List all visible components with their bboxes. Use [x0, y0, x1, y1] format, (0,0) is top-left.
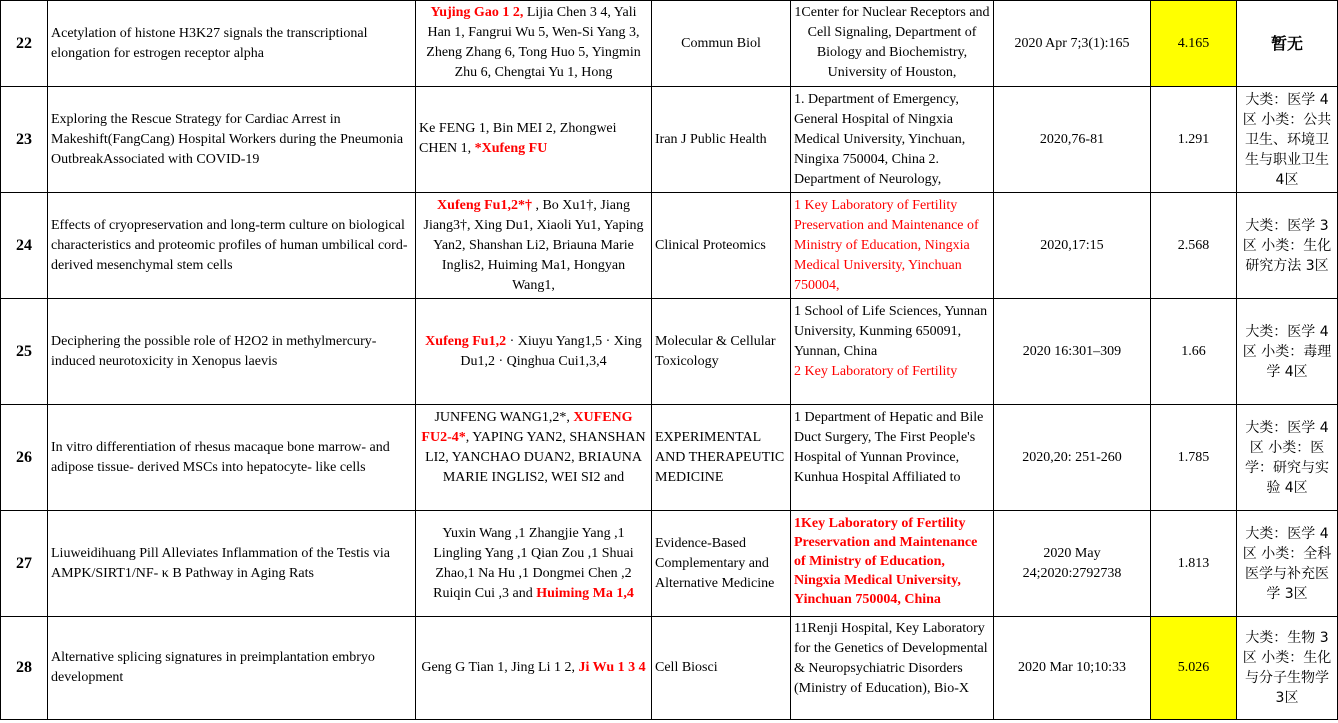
affiliation-text: 1 Key Laboratory of Fertility Preservation and Maintenance of Ministry of Education, Ningxia Medical University, Yinchuan 750004,: [794, 197, 979, 293]
affiliation-cell: [791, 617, 994, 720]
journal-class: 大类：医学 3区 小类：生化研究方法 3区: [1237, 193, 1338, 299]
paper-title: Exploring the Rescue Strategy for Cardiac Arrest in Makeshift(FangCang) Hospital Workers during the Pneumonia OutbreakAssociated with COVID-19: [48, 87, 416, 193]
pub-date: 2020 Mar 10;10:33: [994, 617, 1151, 720]
table-row[interactable]: [1, 299, 1338, 405]
authors-cell: [416, 405, 652, 511]
impact-factor: 1.66: [1151, 299, 1237, 405]
affiliation-text: 1. Department of Emergency, General Hospital of Ningxia Medical University, Yinchuan, Ningixa 750004, China 2. Department of Neurology,: [794, 91, 966, 187]
affiliation-text: 1Key Laboratory of Fertility Preservation and Maintenance of Ministry of Education, Ningxia Medical University, Yinchuan 750004, China: [794, 515, 978, 607]
affiliation-text: 1Center for Nuclear Receptors and Cell Signaling, Department of Biology and Biochemistry, University of Houston,: [794, 4, 990, 80]
affiliation-cell: [791, 405, 994, 511]
other-authors-rest: , YAPING YAN2, SHANSHAN LI2, YANCHAO DUAN2, BRIAUNA MARIE INGLIS2, WEI SI2 and: [425, 429, 646, 485]
highlighted-author: Xufeng Fu1,2*†: [437, 197, 532, 213]
authors-cell: [416, 1, 652, 87]
affiliation-cell: [791, 511, 994, 617]
affiliation-highlight: 2 Key Laboratory of Fertility: [794, 363, 958, 379]
journal-class: 大类：医学 4区 小类：全科医学与补充医学 3区: [1237, 511, 1338, 617]
authors-cell: [416, 511, 652, 617]
journal-class: 大类：医学 4区 小类：医学：研究与实验 4区: [1237, 405, 1338, 511]
table-row[interactable]: [1, 511, 1338, 617]
pub-date: 2020,20: 251-260: [994, 405, 1151, 511]
row-number: 25: [1, 299, 48, 405]
journal-name: Clinical Proteomics: [652, 193, 791, 299]
impact-factor: 1.291: [1151, 87, 1237, 193]
journal-name: Molecular & Cellular Toxicology: [652, 299, 791, 405]
affiliation-text: 1 School of Life Sciences, Yunnan University, Kunming 650091, Yunnan, China: [794, 303, 988, 359]
table-row[interactable]: [1, 1, 1338, 87]
affiliation-cell: [791, 87, 994, 193]
other-authors: Geng G Tian 1, Jing Li 1 2,: [421, 660, 579, 675]
paper-title: Alternative splicing signatures in preimplantation embryo development: [48, 617, 416, 720]
highlighted-author: Yujing Gao 1 2,: [430, 4, 524, 20]
highlighted-author: *Xufeng FU: [474, 140, 548, 156]
other-authors: , Bo Xu1†, Jiang Jiang3†, Xing Du1, Xiaoli Yu1, Yaping Yan2, Shanshan Li2, Briauna Marie Inglis2, Huiming Ma1, Hongyan Wang1,: [423, 197, 644, 293]
paper-title: In vitro differentiation of rhesus macaque bone marrow‐ and adipose tissue‐ derived MSCs into hepatocyte‐ like cells: [48, 405, 416, 511]
authors-cell: [416, 299, 652, 405]
paper-title: Effects of cryopreservation and long-term culture on biological characteristics and proteomic profiles of human umbilical cord-derived mesenchymal stem cells: [48, 193, 416, 299]
other-authors: Lijia Chen 3 4, Yali Han 1, Fangrui Wu 5, Wen-Si Yang 3, Zheng Zhang 6, Tong Huo 5, Yingmin Zhu 6, Chengtai Yu 1, Hong: [426, 4, 641, 80]
other-authors: · Xiuyu Yang1,5 · Xing Du1,2 · Qinghua Cui1,3,4: [460, 333, 642, 369]
journal-name: Commun Biol: [652, 1, 791, 87]
table-row[interactable]: [1, 193, 1338, 299]
pub-date: 2020 Apr 7;3(1):165: [994, 1, 1151, 87]
affiliation-text: 11Renji Hospital, Key Laboratory for the Genetics of Developmental & Neuropsychiatric Disorders (Ministry of Education), Bio-X: [794, 621, 988, 696]
impact-factor: 4.165: [1151, 1, 1237, 87]
journal-name: EXPERIMENTAL AND THERAPEUTIC MEDICINE: [652, 405, 791, 511]
journal-class: 暂无: [1237, 1, 1338, 87]
row-number: 23: [1, 87, 48, 193]
pub-date: 2020 16:301–309: [994, 299, 1151, 405]
authors-cell: [416, 193, 652, 299]
authors-cell: [416, 87, 652, 193]
row-number: 22: [1, 1, 48, 87]
impact-factor: 1.785: [1151, 405, 1237, 511]
other-authors: Ke FENG 1, Bin MEI 2, Zhongwei CHEN 1,: [419, 120, 617, 156]
affiliation-text: 1 Department of Hepatic and Bile Duct Surgery, The First People's Hospital of Yunnan Province, Kunhua Hospital Affiliated to: [794, 409, 984, 485]
row-number: 24: [1, 193, 48, 299]
table-row[interactable]: [1, 87, 1338, 193]
other-authors: JUNFENG WANG1,2*,: [434, 409, 574, 425]
impact-factor: 1.813: [1151, 511, 1237, 617]
affiliation-cell: [791, 193, 994, 299]
other-authors: Yuxin Wang ,1 Zhangjie Yang ,1 Lingling Yang ,1 Qian Zou ,1 Shuai Zhao,1 Na Hu ,1 Dongmei Chen ,2 Ruiqin Cui ,3 and: [433, 525, 634, 601]
journal-class: 大类：生物 3区 小类：生化与分子生物学 3区: [1237, 617, 1338, 720]
journal-class: [1237, 87, 1338, 193]
row-number: 28: [1, 617, 48, 720]
impact-factor: 2.568: [1151, 193, 1237, 299]
table-row[interactable]: [1, 617, 1338, 720]
affiliation-cell: [791, 299, 994, 405]
pub-date: 2020 May 24;2020:2792738: [994, 511, 1151, 617]
journal-name: Iran J Public Health: [652, 87, 791, 193]
impact-factor: 5.026: [1151, 617, 1237, 720]
authors-cell: [416, 617, 652, 720]
highlighted-author: Ji Wu 1 3 4: [578, 660, 646, 675]
row-number: 26: [1, 405, 48, 511]
highlighted-author: XUFENG FU2-4*: [421, 409, 633, 445]
pub-date: 2020,76-81: [994, 87, 1151, 193]
journal-class-text: 大类：医学 4区 小类：公共卫生、环境卫生与职业卫生 4区: [1242, 91, 1332, 188]
pub-date: 2020,17:15: [994, 193, 1151, 299]
highlighted-author: Huiming Ma 1,4: [536, 585, 634, 601]
affiliation-cell: [791, 1, 994, 87]
row-number: 27: [1, 511, 48, 617]
highlighted-author: Xufeng Fu1,2: [425, 333, 507, 349]
journal-name: Evidence-Based Complementary and Alternative Medicine: [652, 511, 791, 617]
table-row[interactable]: [1, 405, 1338, 511]
journal-class: 大类：医学 4区 小类：毒理学 4区: [1237, 299, 1338, 405]
paper-title: Liuweidihuang Pill Alleviates Inflammation of the Testis via AMPK/SIRT1/NF- κ B Pathway in Aging Rats: [48, 511, 416, 617]
paper-title: Acetylation of histone H3K27 signals the transcriptional elongation for estrogen receptor alpha: [48, 1, 416, 87]
journal-name: Cell Biosci: [652, 617, 791, 720]
paper-title: Deciphering the possible role of H2O2 in methylmercury‐ induced neurotoxicity in Xenopus laevis: [48, 299, 416, 405]
